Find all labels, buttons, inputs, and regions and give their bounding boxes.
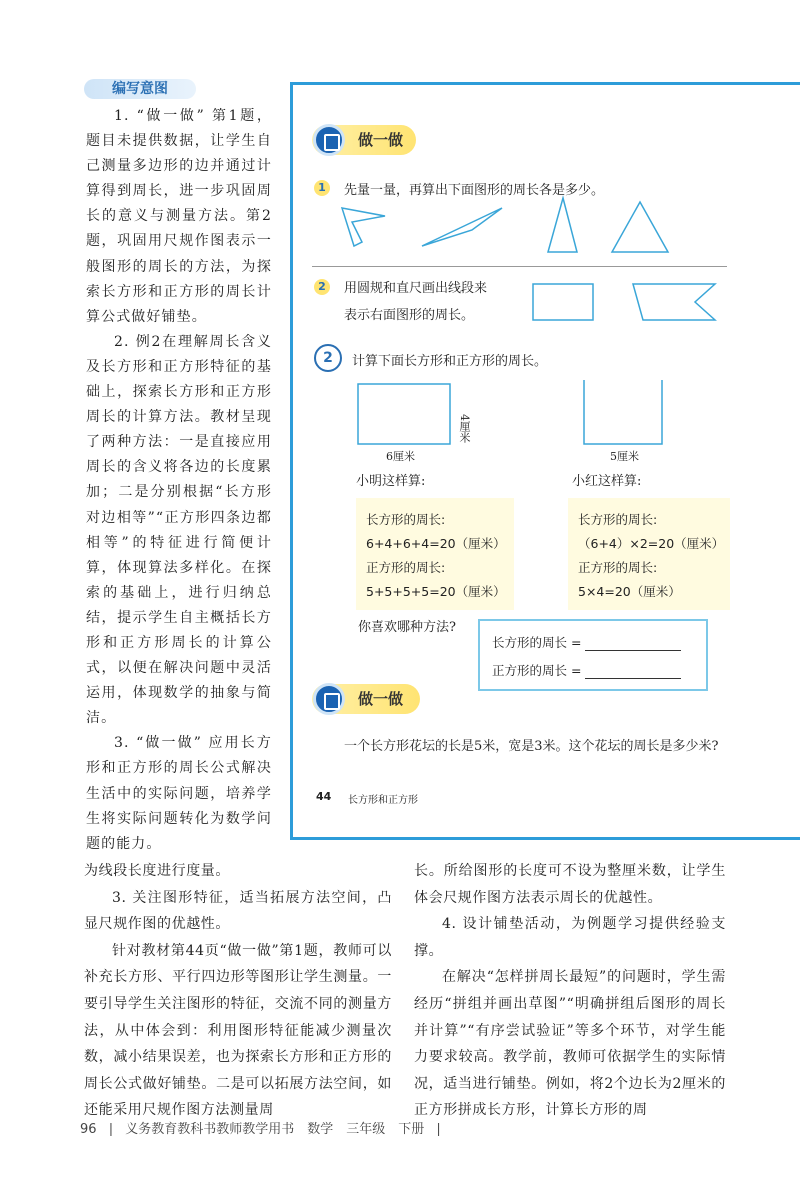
- sidebar-para-1: 1. “做一做” 第1题，题目未提供数据，让学生自己测量多边形的边并通过计算得到周长，进一步巩固周长的意义与测量方法。第2题，巩固用尺规作图表示一般图形的周长的方法，为探索长方形和正方形的周长计算公式做好铺垫。: [86, 108, 272, 325]
- left-para-2: 3. 关注图形特征，适当拓展方法空间，凸显尺规作图的优越性。: [84, 889, 392, 933]
- sidebar-tag: 编写意图: [84, 79, 196, 99]
- answer-square-label: 正方形的周长 =: [492, 663, 582, 678]
- shapes-to-measure: [330, 190, 690, 260]
- q2-shapes: [525, 278, 725, 328]
- scalene-triangle: [422, 208, 502, 246]
- isosceles-wide-triangle: [612, 202, 668, 252]
- q2-flag-shape: [633, 284, 715, 320]
- xh-line-1: 长方形的周长:: [578, 512, 658, 527]
- arrow-shape: [342, 208, 385, 246]
- activity-icon-2: [313, 683, 345, 715]
- divider: [312, 266, 727, 267]
- textbook-page-number: 44: [316, 790, 332, 803]
- xiaohong-label: 小红这样算:: [572, 474, 642, 489]
- zuo-yi-zuo-label-1: 做一做: [358, 131, 404, 149]
- question-2-line-2: 表示右面图形的周长。: [344, 308, 475, 323]
- xiaoming-label: 小明这样算:: [356, 474, 426, 489]
- right-para-3: 在解决“怎样拼周长最短”的问题时，学生需经历“拼组并画出草图”“明确拼组后图形的周长并计算”“有序尝试验证”等多个环节，对学生能力要求较高。教学前，教师可依据学生的实际情况，适当进行铺垫。例如，将2个边长为2厘米的正方形拼成长方形，计算长方形的周: [414, 969, 726, 1119]
- xiaohong-calculation: [568, 498, 730, 610]
- footer: [80, 1118, 441, 1137]
- answer-rect-row: [492, 633, 681, 651]
- left-para-1: 为线段长度进行度量。: [84, 863, 230, 879]
- xm-line-1: 长方形的周长:: [366, 512, 446, 527]
- example-number-2: 2: [314, 344, 342, 372]
- q2-rectangle: [533, 284, 593, 320]
- answer-rect-label: 长方形的周长 =: [492, 635, 582, 650]
- square-side-label: 5厘米: [610, 450, 639, 463]
- xh-line-3: 正方形的周长:: [578, 560, 658, 575]
- xm-line-2: 6+4+6+4=20（厘米）: [366, 536, 506, 551]
- question-1-text: 先量一量，再算出下面图形的周长各是多少。: [344, 183, 605, 198]
- right-para-1: 长。所给图形的长度可不设为整厘米数，让学生体会尺规作图方法表示周长的优越性。: [414, 863, 726, 906]
- answer-box: [478, 619, 708, 691]
- prefer-question: 你喜欢哪种方法?: [358, 620, 456, 635]
- sidebar-notes: [86, 104, 272, 857]
- example-rectangle: [358, 384, 450, 444]
- footer-separator-right: |: [436, 1122, 441, 1137]
- answer-rect-blank[interactable]: [585, 636, 681, 651]
- rect-height-label: 4厘米: [458, 414, 471, 443]
- xm-line-4: 5+5+5+5=20（厘米）: [366, 584, 506, 599]
- example-2-text: 计算下面长方形和正方形的周长。: [352, 354, 548, 369]
- question-number-2: 2: [314, 279, 330, 295]
- footer-separator-left: |: [108, 1122, 114, 1137]
- xm-line-3: 正方形的周长:: [366, 560, 446, 575]
- left-para-3: 针对教材第44页“做一做”第1题，教师可以补充长方形、平行四边形等图形让学生测量。一要引导学生关注图形的特征，交流不同的测量方法，从中体会到：利用图形特征能减少测量次数，减小结果误差，也为探索长方形和正方形的周长公式做好铺垫。二是可以拓展方法空间，如还能采用尺规作图方法测量周: [84, 942, 392, 1119]
- flowerbed-problem: 一个长方形花坛的长是5米，宽是3米。这个花坛的周长是多少米?: [344, 739, 719, 754]
- xh-line-4: 5×4=20（厘米）: [578, 584, 681, 599]
- answer-square-blank[interactable]: [585, 664, 681, 679]
- rect-width-label: 6厘米: [386, 450, 415, 463]
- sidebar-para-2: 2. 例2在理解周长含义及长方形和正方形特征的基础上，探索长方形和正方形周长的计算方法。教材呈现了两种方法：一是直接应用周长的含义将各边的长度累加；二是分别根据“长方形对边相等”“正方形四条边都相等”的特征进行简便计算，体现算法多样化。在探索的基础上，进行归纳总结，提示学生自主概括长方形和正方形周长的计算公式，以便在解决问题中灵活运用，体现数学的抽象与简洁。: [86, 333, 272, 727]
- zuo-yi-zuo-label-2: 做一做: [358, 690, 404, 708]
- textbook-page-title: 长方形和正方形: [348, 795, 418, 806]
- footer-page-number: 96: [80, 1122, 97, 1137]
- example-square: [584, 380, 662, 444]
- bottom-right-column: [414, 858, 726, 1124]
- xh-line-2: （6+4）×2=20（厘米）: [578, 536, 725, 551]
- right-para-2: 4. 设计铺垫活动，为例题学习提供经验支撑。: [414, 916, 726, 959]
- question-number-1: 1: [314, 180, 330, 196]
- isosceles-narrow-triangle: [548, 198, 577, 252]
- sidebar-para-3: 3. “做一做” 应用长方形和正方形的周长公式解决生活中的实际问题，培养学生将实际问题转化为数学问题的能力。: [86, 735, 272, 852]
- bottom-left-column: [84, 858, 392, 1124]
- activity-icon: [313, 124, 345, 156]
- answer-square-row: [492, 661, 681, 679]
- question-2-line-1: 用圆规和直尺画出线段来: [344, 281, 488, 296]
- xiaoming-calculation: [356, 498, 514, 610]
- footer-book-title: 义务教育教科书教师教学用书 数学 三年级 下册: [125, 1122, 425, 1137]
